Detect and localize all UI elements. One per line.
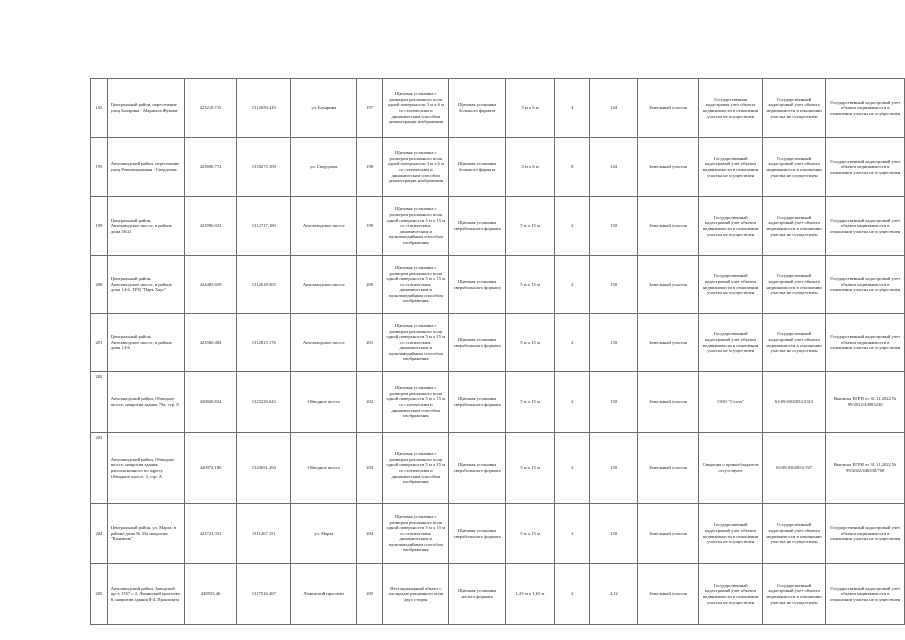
area-cell: 150 bbox=[590, 433, 638, 504]
land-type-cell: Земельный участок bbox=[637, 197, 699, 256]
cadastral-number-cell: 63:09:0302053:5313 bbox=[762, 372, 826, 433]
street-cell: ул. Марза bbox=[291, 504, 357, 564]
coordinate-y-cell: 1311267.151 bbox=[237, 504, 291, 564]
street-cell: Автозаводское шоссе bbox=[291, 197, 357, 256]
structure-code-cell: 197 bbox=[357, 79, 383, 138]
structure-description-cell: Щитовая установка с размером рекламного поля одной поверхности 5 м x 15 м со статическим и динамическим способом изображения bbox=[383, 372, 449, 433]
owner-cell: Государственный кадастровый учет объекта недвижимости в отношении участка не осуществлен bbox=[699, 504, 762, 564]
area-cell: 150 bbox=[590, 197, 638, 256]
structure-description-cell: Щитовая установка с размером рекламного поля одной поверхности 5 м x 15 м со статическим, динамическим и мультимедийным способом изображения bbox=[383, 197, 449, 256]
cadastral-number-cell: Государственный кадастровый учет объекта недвижимости в отношении участка не осуществлен bbox=[762, 197, 826, 256]
coordinate-y-cell: 1312059.410 bbox=[237, 79, 291, 138]
street-cell: Обводное шоссе bbox=[291, 372, 357, 433]
address-cell: Центральный район, ул. Марза, в районе дома № 35а напротив "Кальвиль" bbox=[107, 504, 184, 564]
structure-description-cell: Щитовая установка с размером рекламного поля одной поверхности 3 м x 6 м со статическим и динамическим способом демонстрации изображения bbox=[383, 138, 449, 197]
structure-code-cell: 199 bbox=[357, 197, 383, 256]
address-cell: Автозаводский район, пересечение улиц Революционная - Свердлова bbox=[107, 138, 184, 197]
structure-code-cell: 205 bbox=[357, 564, 383, 625]
coordinate-x-cell: 423996.023 bbox=[184, 197, 236, 256]
structure-code-cell: 202 bbox=[357, 372, 383, 433]
coordinate-x-cell: 423219.715 bbox=[184, 79, 236, 138]
land-type-cell: Земельный участок bbox=[637, 256, 699, 314]
coordinate-x-cell: 425690.772 bbox=[184, 138, 236, 197]
structure-type-cell: Щитовая установка сверхбольшого формата bbox=[449, 504, 506, 564]
address-cell: Центральный район, Автозаводское шоссе, в районе дома 14-6, ТРЦ "Парк Хаус" bbox=[107, 256, 184, 314]
coordinate-y-cell: 1323651.294 bbox=[237, 433, 291, 504]
coordinate-x-cell: 420972.180 bbox=[184, 433, 236, 504]
coordinate-x-cell: 424485.659 bbox=[184, 256, 236, 314]
sides-count-cell: 2 bbox=[555, 372, 590, 433]
street-cell: Обводное шоссе bbox=[291, 433, 357, 504]
coordinate-y-cell: 1318275.109 bbox=[237, 138, 291, 197]
cadastral-number-cell: Государственный кадастровый учет объекта недвижимости в отношении участка не осуществлен bbox=[762, 564, 826, 625]
structure-type-cell: Щитовая установка сверхбольшого формата bbox=[449, 314, 506, 372]
area-cell: 150 bbox=[590, 314, 638, 372]
row-number: 202 bbox=[91, 372, 108, 433]
field-size-cell: 5 м x 15 м bbox=[505, 314, 554, 372]
owner-cell: Государственный кадастровый учет объекта недвижимости в отношении участка не осуществлен bbox=[699, 138, 762, 197]
field-size-cell: 5 м x 15 м bbox=[505, 433, 554, 504]
advertising-structures-table bbox=[90, 78, 905, 625]
field-size-cell: 1,25 м x 1,65 м bbox=[505, 564, 554, 625]
structure-code-cell: 200 bbox=[357, 256, 383, 314]
coordinate-x-cell: 428553.46 bbox=[184, 564, 236, 625]
street-cell: Автозаводское шоссе bbox=[291, 314, 357, 372]
field-size-cell: 3 м x 6 м bbox=[505, 138, 554, 197]
coordinate-y-cell: 1312618.505 bbox=[237, 256, 291, 314]
registry-extract-cell: Выписка ЕГРН от 31.11.2022 № 99/2022/446330/768 bbox=[826, 433, 905, 504]
owner-cell: Государственный кадастровый учет объекта недвижимости в отношении участка не осуществлен bbox=[699, 256, 762, 314]
area-cell: 150 bbox=[590, 372, 638, 433]
row-number: 200 bbox=[91, 256, 108, 314]
coordinate-x-cell: 423560.484 bbox=[184, 314, 236, 372]
registry-extract-cell: Государственный кадастровый учет объекта недвижимости в отношении участка не осуществлен bbox=[826, 256, 905, 314]
structure-type-cell: Щитовая установка большого формата bbox=[449, 138, 506, 197]
table-row bbox=[91, 372, 905, 433]
registry-extract-cell: Государственный кадастровый учет объекта недвижимости в отношении участка не осуществлен bbox=[826, 79, 905, 138]
land-type-cell: Земельный участок bbox=[637, 79, 699, 138]
structure-type-cell: Щитовая установка сверхбольшого формата bbox=[449, 372, 506, 433]
coordinate-x-cell: 422741.331 bbox=[184, 504, 236, 564]
address-cell: Автозаводский район, Заводской пр-т, 1557 с 4, Ленинский проспект, 6, напротив здания 8-4, Практикум bbox=[107, 564, 184, 625]
structure-description-cell: Щитовая установка с размером рекламного поля одной поверхности 3 м x 6 м со статическим и динамическим способом демонстрации изображения bbox=[383, 79, 449, 138]
sides-count-cell: 8 bbox=[555, 138, 590, 197]
row-number: 199 bbox=[91, 197, 108, 256]
sides-count-cell: 2 bbox=[555, 504, 590, 564]
row-number: 192 bbox=[91, 79, 108, 138]
table-row bbox=[91, 79, 905, 138]
structure-type-cell: Щитовая установка сверхбольшого формата bbox=[449, 256, 506, 314]
row-number: 201 bbox=[91, 314, 108, 372]
area-cell: 4,12 bbox=[590, 564, 638, 625]
land-type-cell: Земельный участок bbox=[637, 564, 699, 625]
street-cell: ул. Свердлова bbox=[291, 138, 357, 197]
table-row bbox=[91, 256, 905, 314]
sides-count-cell: 4 bbox=[555, 79, 590, 138]
land-type-cell: Земельный участок bbox=[637, 372, 699, 433]
field-size-cell: 5 м x 15 м bbox=[505, 256, 554, 314]
row-number: 203 bbox=[91, 433, 108, 504]
address-cell: Центральный район, пересечение улиц Бахарина - Маршала Жукова bbox=[107, 79, 184, 138]
registry-extract-cell: Государственный кадастровый учет объекта недвижимости в отношении участка не осуществлен bbox=[826, 314, 905, 372]
cadastral-number-cell: Государственный кадастровый учет объекта недвижимости в отношении участка не осуществлен bbox=[762, 79, 826, 138]
area-cell: 144 bbox=[590, 79, 638, 138]
structure-description-cell: Щитовая установка с размером рекламного поля одной поверхности 5 м x 15 м со статическим, динамическим и мультимедийным способом изображения bbox=[383, 504, 449, 564]
structure-code-cell: 198 bbox=[357, 138, 383, 197]
land-type-cell: Земельный участок bbox=[637, 504, 699, 564]
address-cell: Центральный район, Автозаводское шоссе, в районе дома 14-6 bbox=[107, 314, 184, 372]
address-cell: Автозаводский район, Обводное шоссе, напротив здания 70а, стр. 8 bbox=[107, 372, 184, 433]
area-cell: 150 bbox=[590, 256, 638, 314]
structure-description-cell: Щитовая установка с размером рекламного поля одной поверхности 5 м x 15 м со статическим, динамическим и мультимедийным способом изображения bbox=[383, 314, 449, 372]
address-cell: Автозаводский район, Обводное шоссе, напротив здания, расположенного по адресу Обводное шоссе, 3, стр. А bbox=[107, 433, 184, 504]
structure-description-cell: Нестационарный объект с площадью рекламного поля двух сторон bbox=[383, 564, 449, 625]
sides-count-cell: 2 bbox=[555, 433, 590, 504]
structure-description-cell: Щитовая установка с размером рекламного поля одной поверхности 5 м x 15 м со статическим, динамическим и мультимедийным способом изображения bbox=[383, 256, 449, 314]
coordinate-y-cell: 1323229.043 bbox=[237, 372, 291, 433]
row-number: 193 bbox=[91, 138, 108, 197]
area-cell: 144 bbox=[590, 138, 638, 197]
registry-extract-cell: Государственный кадастровый учет объекта недвижимости в отношении участка не осуществлен bbox=[826, 504, 905, 564]
registry-extract-cell: Государственный кадастровый учет объекта недвижимости в отношении участка не осуществлен bbox=[826, 138, 905, 197]
owner-cell: ООО "Стэлл" bbox=[699, 372, 762, 433]
field-size-cell: 3 м x 6 м bbox=[505, 79, 554, 138]
address-cell: Центральный район, Автозаводское шоссе, в районе дома 56/21 bbox=[107, 197, 184, 256]
street-cell: Ленинский проспект bbox=[291, 564, 357, 625]
sides-count-cell: 2 bbox=[555, 256, 590, 314]
cadastral-number-cell: 63:09:0302053:767 bbox=[762, 433, 826, 504]
land-type-cell: Земельный участок bbox=[637, 433, 699, 504]
field-size-cell: 5 м x 15 м bbox=[505, 372, 554, 433]
owner-cell: Государственный кадастровый учет объекта недвижимости в отношении участка не осуществлен bbox=[699, 314, 762, 372]
street-cell: Автозаводское шоссе bbox=[291, 256, 357, 314]
cadastral-number-cell: Государственный кадастровый учет объекта недвижимости в отношении участка не осуществлен bbox=[762, 256, 826, 314]
row-number: 205 bbox=[91, 564, 108, 625]
field-size-cell: 5 м x 15 м bbox=[505, 197, 554, 256]
table-row bbox=[91, 197, 905, 256]
owner-cell: Государственный кадастровый учет объекта недвижимости в отношении участка не осуществлен bbox=[699, 197, 762, 256]
structure-type-cell: Щитовая установка сверхбольшого формата bbox=[449, 433, 506, 504]
cadastral-number-cell: Государственный кадастровый учет объекта недвижимости в отношении участка не осуществлен bbox=[762, 138, 826, 197]
owner-cell: Государственная кадастровая учет объекта недвижимости в отношении участка не осуществлен bbox=[699, 79, 762, 138]
table-row bbox=[91, 433, 905, 504]
structure-description-cell: Щитовая установка с размером рекламного поля одной поверхности 5 м x 15 м со статическим и динамическим способом изображения bbox=[383, 433, 449, 504]
table-row bbox=[91, 138, 905, 197]
land-type-cell: Земельный участок bbox=[637, 314, 699, 372]
table-row bbox=[91, 314, 905, 372]
coordinate-y-cell: 1312815.176 bbox=[237, 314, 291, 372]
structure-code-cell: 203 bbox=[357, 433, 383, 504]
table-row bbox=[91, 564, 905, 625]
row-number: 204 bbox=[91, 504, 108, 564]
land-type-cell: Земельный участок bbox=[637, 138, 699, 197]
field-size-cell: 5 м x 15 м bbox=[505, 504, 554, 564]
registry-extract-cell: Государственный кадастровый учет объекта недвижимости в отношении участка не осуществлен bbox=[826, 564, 905, 625]
cadastral-number-cell: Государственный кадастровый учет объекта недвижимости в отношении участка не осуществлен bbox=[762, 504, 826, 564]
table-row bbox=[91, 504, 905, 564]
coordinate-x-cell: 420820.834 bbox=[184, 372, 236, 433]
structure-code-cell: 201 bbox=[357, 314, 383, 372]
street-cell: ул. Бахарина bbox=[291, 79, 357, 138]
structure-type-cell: Щитовая установка большого формата bbox=[449, 79, 506, 138]
coordinate-y-cell: 1312717.180 bbox=[237, 197, 291, 256]
cadastral-number-cell: Государственный кадастровый учет объекта недвижимости в отношении участка не осуществлен bbox=[762, 314, 826, 372]
sides-count-cell: 2 bbox=[555, 197, 590, 256]
sides-count-cell: 2 bbox=[555, 564, 590, 625]
structure-type-cell: Щитовая установка сверхбольшого формата bbox=[449, 197, 506, 256]
owner-cell: Сведения о правообладателе отсутствуют bbox=[699, 433, 762, 504]
owner-cell: Государственный кадастровый учет объекта недвижимости в отношении участка не осуществлен bbox=[699, 564, 762, 625]
structure-code-cell: 204 bbox=[357, 504, 383, 564]
coordinate-y-cell: 1317516.467 bbox=[237, 564, 291, 625]
registry-extract-cell: Выписка ЕГРН от 31.11.2022 № 99/2022/44905230 bbox=[826, 372, 905, 433]
sides-count-cell: 2 bbox=[555, 314, 590, 372]
area-cell: 150 bbox=[590, 504, 638, 564]
structure-type-cell: Щитовая установка малого формата bbox=[449, 564, 506, 625]
registry-extract-cell: Государственный кадастровый учет объекта недвижимости в отношении участка не осуществлен bbox=[826, 197, 905, 256]
